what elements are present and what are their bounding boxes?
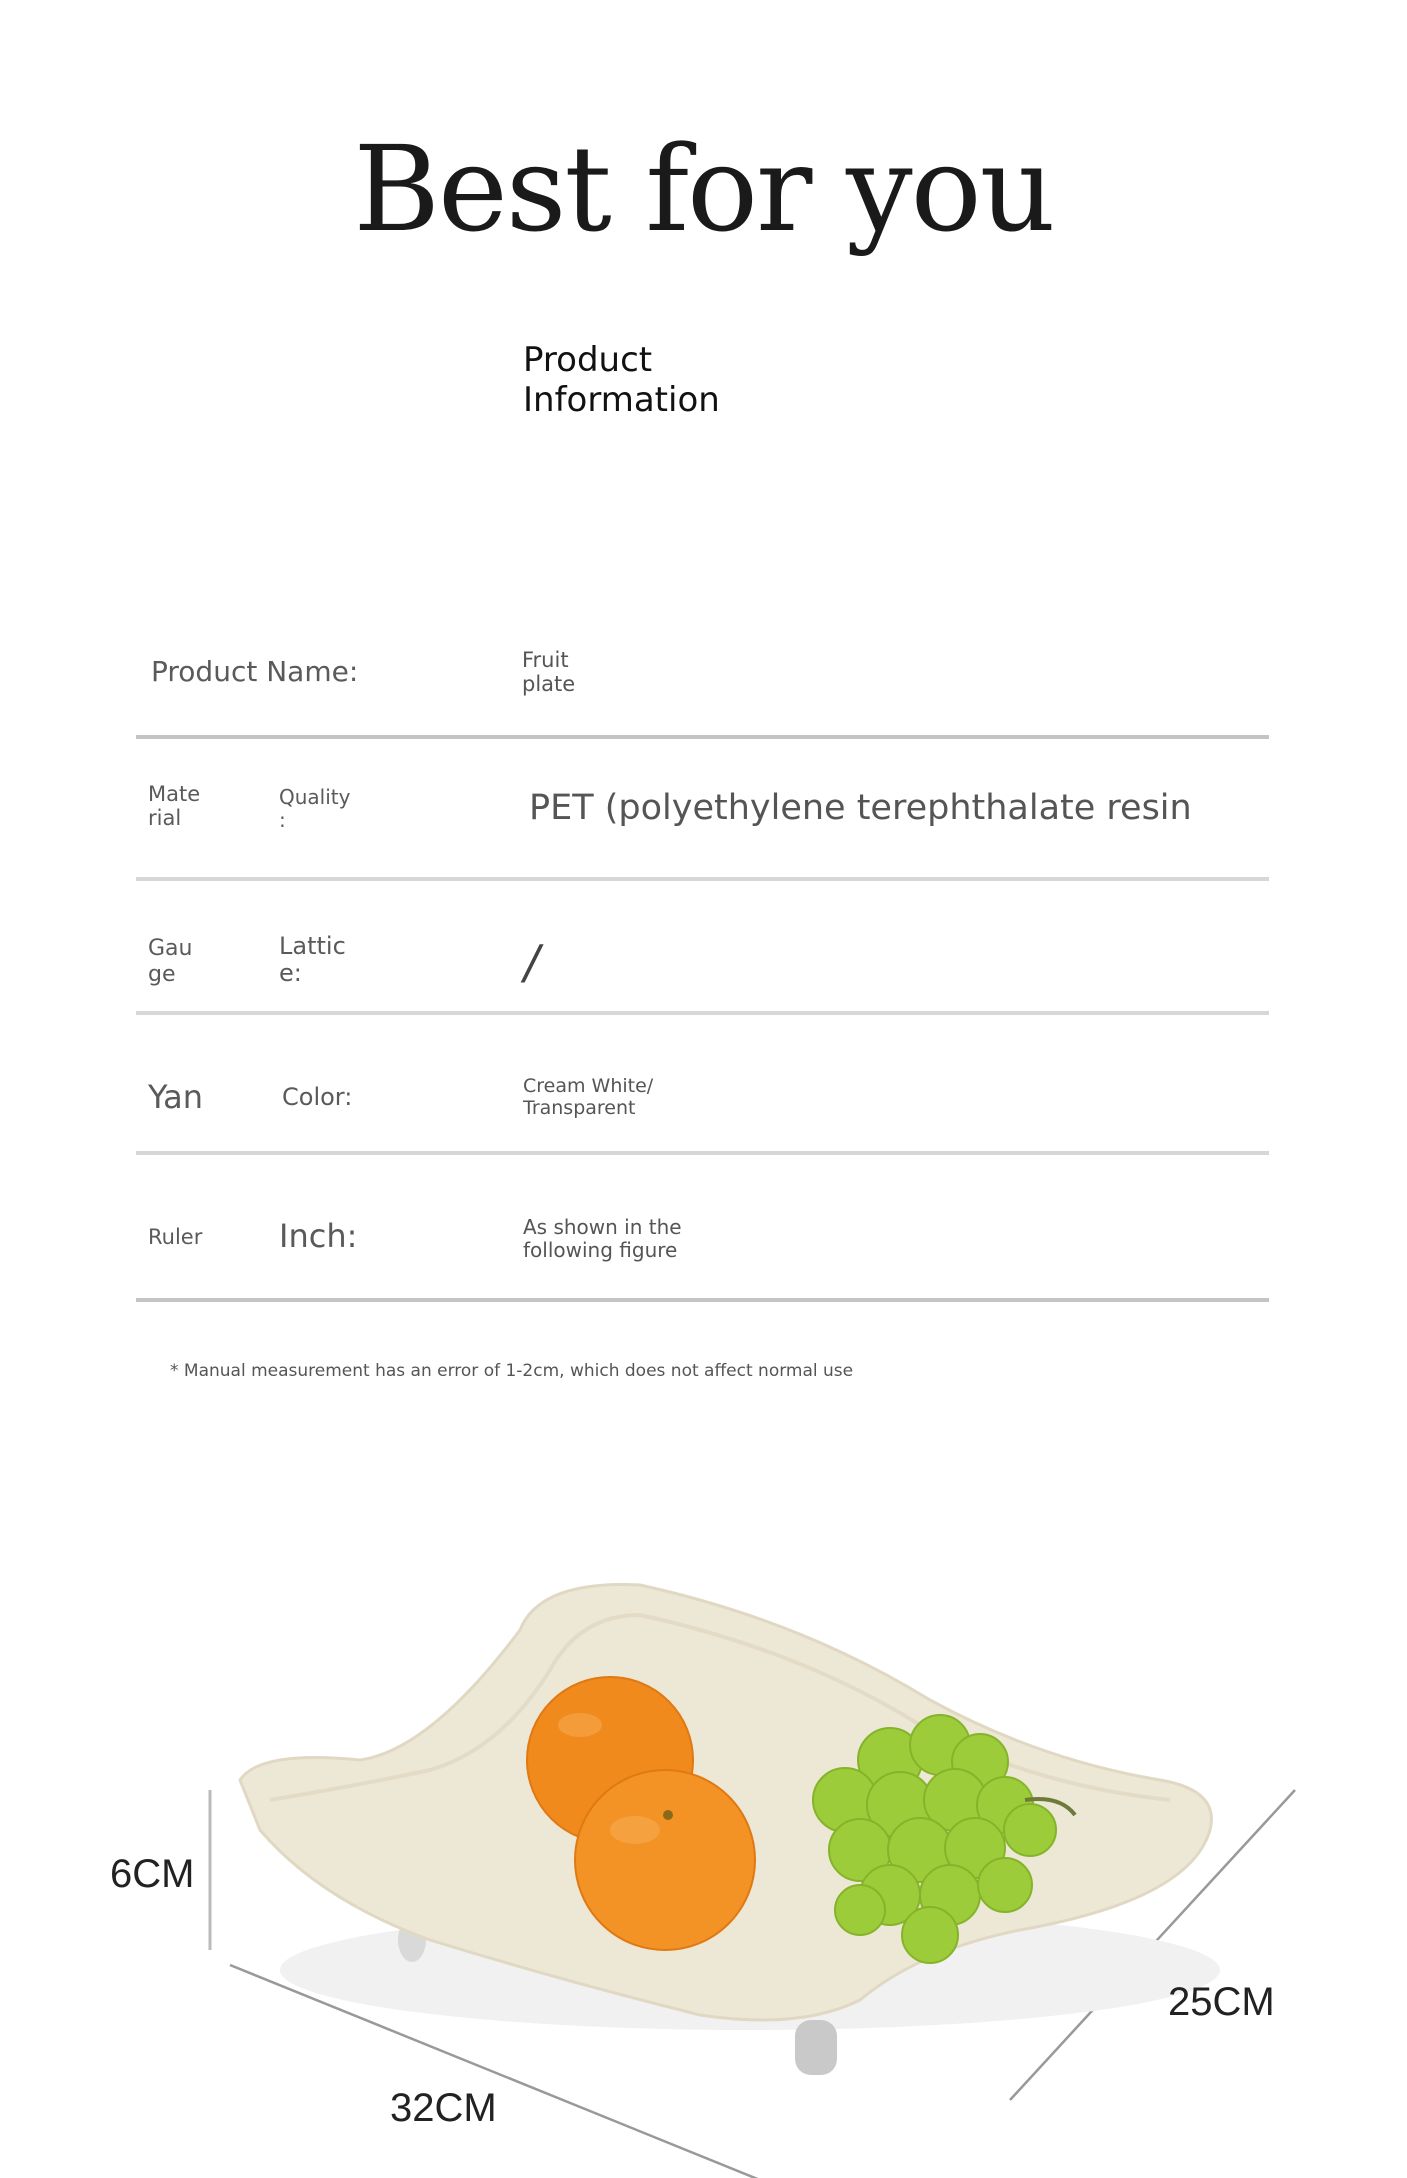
product-name-label: Product Name: (151, 655, 359, 688)
hero-title: Best for you (353, 120, 1054, 258)
row-divider (136, 735, 1269, 739)
measurement-note: * Manual measurement has an error of 1-2cm, which does not affect normal use (170, 1361, 854, 1381)
gauge-value: / (524, 935, 540, 989)
quality-label: Quality : (279, 785, 351, 832)
orange-stem (663, 1810, 673, 1820)
product-illustration (100, 1500, 1320, 2178)
material-label: Mate rial (148, 782, 201, 830)
size-label-b: Inch: (279, 1217, 358, 1255)
size-label-a: Ruler (148, 1225, 203, 1249)
width-dimension-label: 25CM (1168, 1980, 1275, 2024)
height-dimension-label: 6CM (110, 1852, 195, 1896)
length-dimension-label: 32CM (390, 2086, 497, 2130)
gauge-label: Gau ge (148, 936, 193, 987)
plate-leg (795, 2020, 837, 2075)
row-divider (136, 1298, 1269, 1302)
material-value: PET (polyethylene terephthalate resin (529, 788, 1192, 828)
orange-front (575, 1770, 755, 1950)
product-name-value: Fruit plate (522, 648, 576, 696)
color-label-a: Yan (148, 1078, 204, 1116)
section-title: Product Information (523, 340, 720, 420)
row-divider (136, 1151, 1269, 1155)
color-value: Cream White/ Transparent (523, 1075, 654, 1119)
lattice-label: Lattic e: (279, 932, 346, 987)
row-divider (136, 877, 1269, 881)
row-divider (136, 1011, 1269, 1015)
color-label-b: Color: (282, 1083, 353, 1111)
size-value: As shown in the following figure (523, 1215, 682, 1262)
